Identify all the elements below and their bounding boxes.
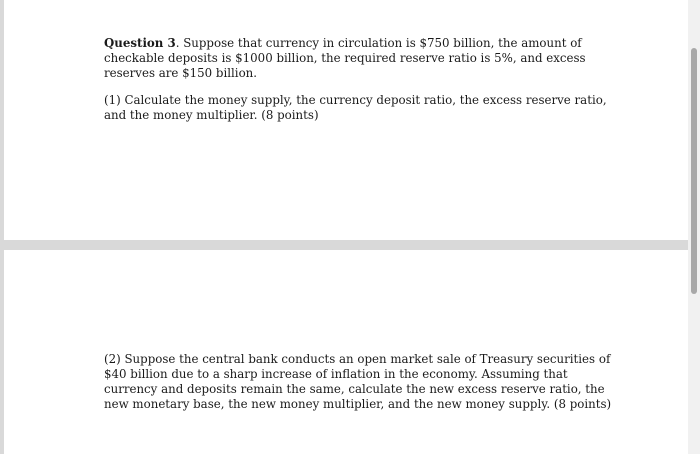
question-intro-text: Suppose that currency in circulation is $750 billion, the amount of checkable deposits is $1000 billion, the required reserve ratio is 5%, and excess reserves are $150 billion. — [104, 36, 586, 80]
vertical-scrollbar[interactable] — [688, 0, 700, 454]
part-1-prompt: (1) Calculate the money supply, the currency deposit ratio, the excess reserve ratio, and the money multiplier. (8 points) — [104, 93, 607, 122]
document-page-2 — [4, 250, 688, 454]
document-page-1 — [4, 0, 688, 240]
question-title: Question 3 — [104, 36, 176, 50]
question-intro — [104, 36, 624, 81]
part-2-prompt: (2) Suppose the central bank conducts an open market sale of Treasury securities of $40 billion due to a sharp increase of inflation in the economy. Assuming that currency and deposits remain the same, calculate the new excess reserve ratio, the new monetary base, the new money multiplier, and the new money supply. (8 points) — [104, 352, 612, 411]
scrollbar-thumb[interactable] — [691, 48, 697, 294]
question-title-separator: . — [175, 36, 184, 50]
